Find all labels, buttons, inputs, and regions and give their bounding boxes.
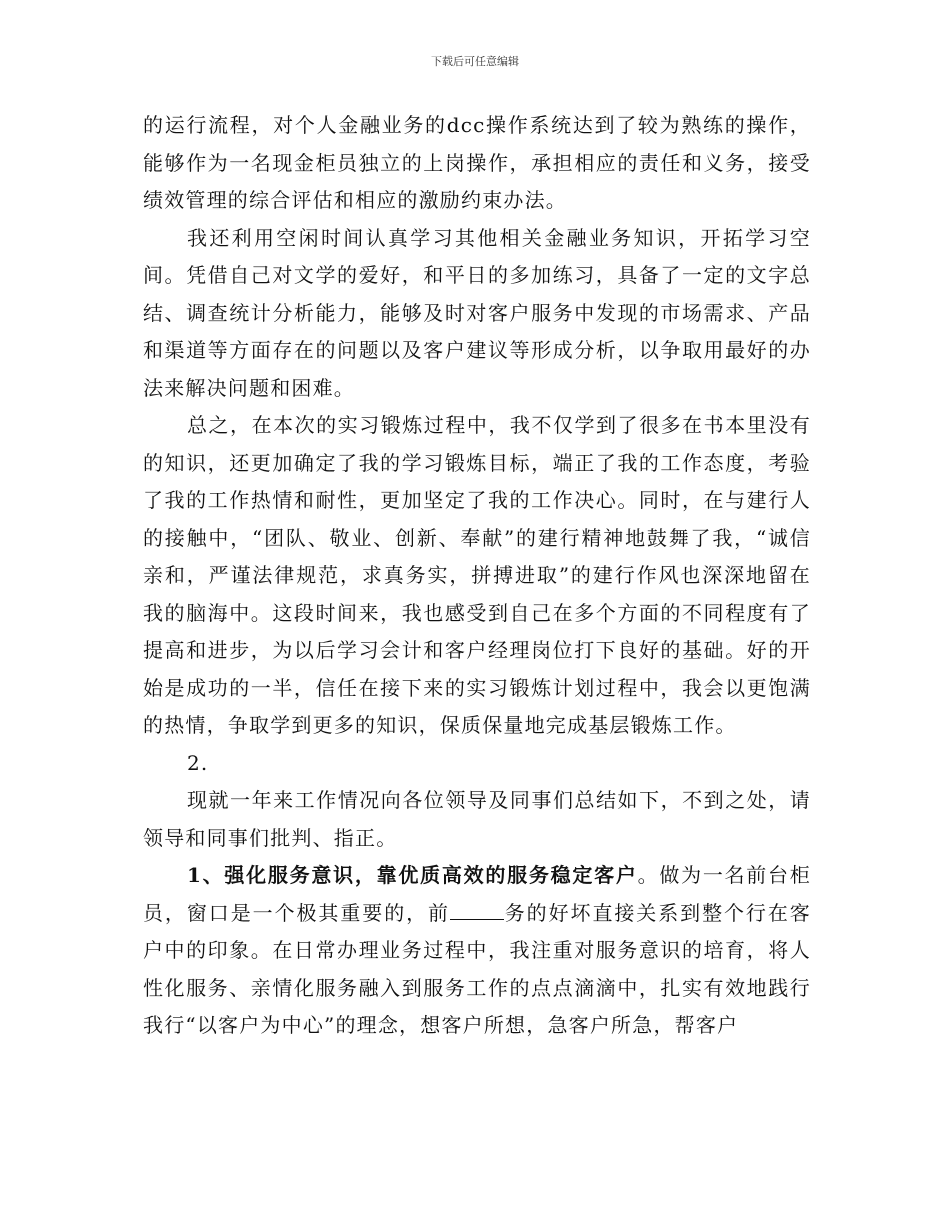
section-number: 2. [187,750,209,775]
document-body [143,107,811,1045]
blank-underline [450,918,504,920]
paragraph-study: 我还利用空闲时间认真学习其他相关金融业务知识，开拓学习空间。凭借自己对文学的爱好，和平日的多加练习，具备了一定的文字总结、调查统计分析能力，能够及时对客户服务中发现的市场需求、产品和渠道等方面存在的问题以及客户建议等形成分析，以争取用最好的办法来解决问题和困难。 [143,225,811,400]
page-header: 下载后可任意编辑 [431,55,519,68]
paragraph-service [143,857,811,1045]
paragraph-intro: 现就一年来工作情况向各位领导及同事们总结如下，不到之处，请领导和同事们批判、指正。 [143,788,811,850]
section-text-before-blank: 。做为一名前台柜员，窗口是一个极其重要的，前 [143,863,811,925]
section-heading: 1、强化服务意识，靠优质高效的服务稳定客户 [187,863,638,887]
paragraph-continued: 的运行流程，对个人金融业务的dcc操作系统达到了较为熟练的操作，能够作为一名现金柜员独立的上岗操作，承担相应的责任和义务，接受绩效管理的综合评估和相应的激励约束办法。 [143,113,811,212]
section-text-after-blank: 务的好坏直接关系到整个行在客户中的印象。在日常办理业务过程中，我注重对服务意识的培育，将人性化服务、亲情化服务融入到服务工作的点点滴滴中，扎实有效地践行我行“以客户为中心”的理念，想客户所想，急客户所急，帮客户 [143,900,811,1037]
paragraph-summary: 总之，在本次的实习锻炼过程中，我不仅学到了很多在书本里没有的知识，还更加确定了我的学习锻炼目标，端正了我的工作态度，考验了我的工作热情和耐性，更加坚定了我的工作决心。同时，在与建行人的接触中，“团队、敬业、创新、奉献”的建行精神地鼓舞了我，“诚信亲和，严谨法律规范，求真务实，拼搏进取”的建行作风也深深地留在我的脑海中。这段时间来，我也感受到自己在多个方面的不同程度有了提高和进步，为以后学习会计和客户经理岗位打下良好的基础。好的开始是成功的一半，信任在接下来的实习锻炼计划过程中，我会以更饱满的热情，争取学到更多的知识，保质保量地完成基层锻炼工作。 [143,413,811,737]
